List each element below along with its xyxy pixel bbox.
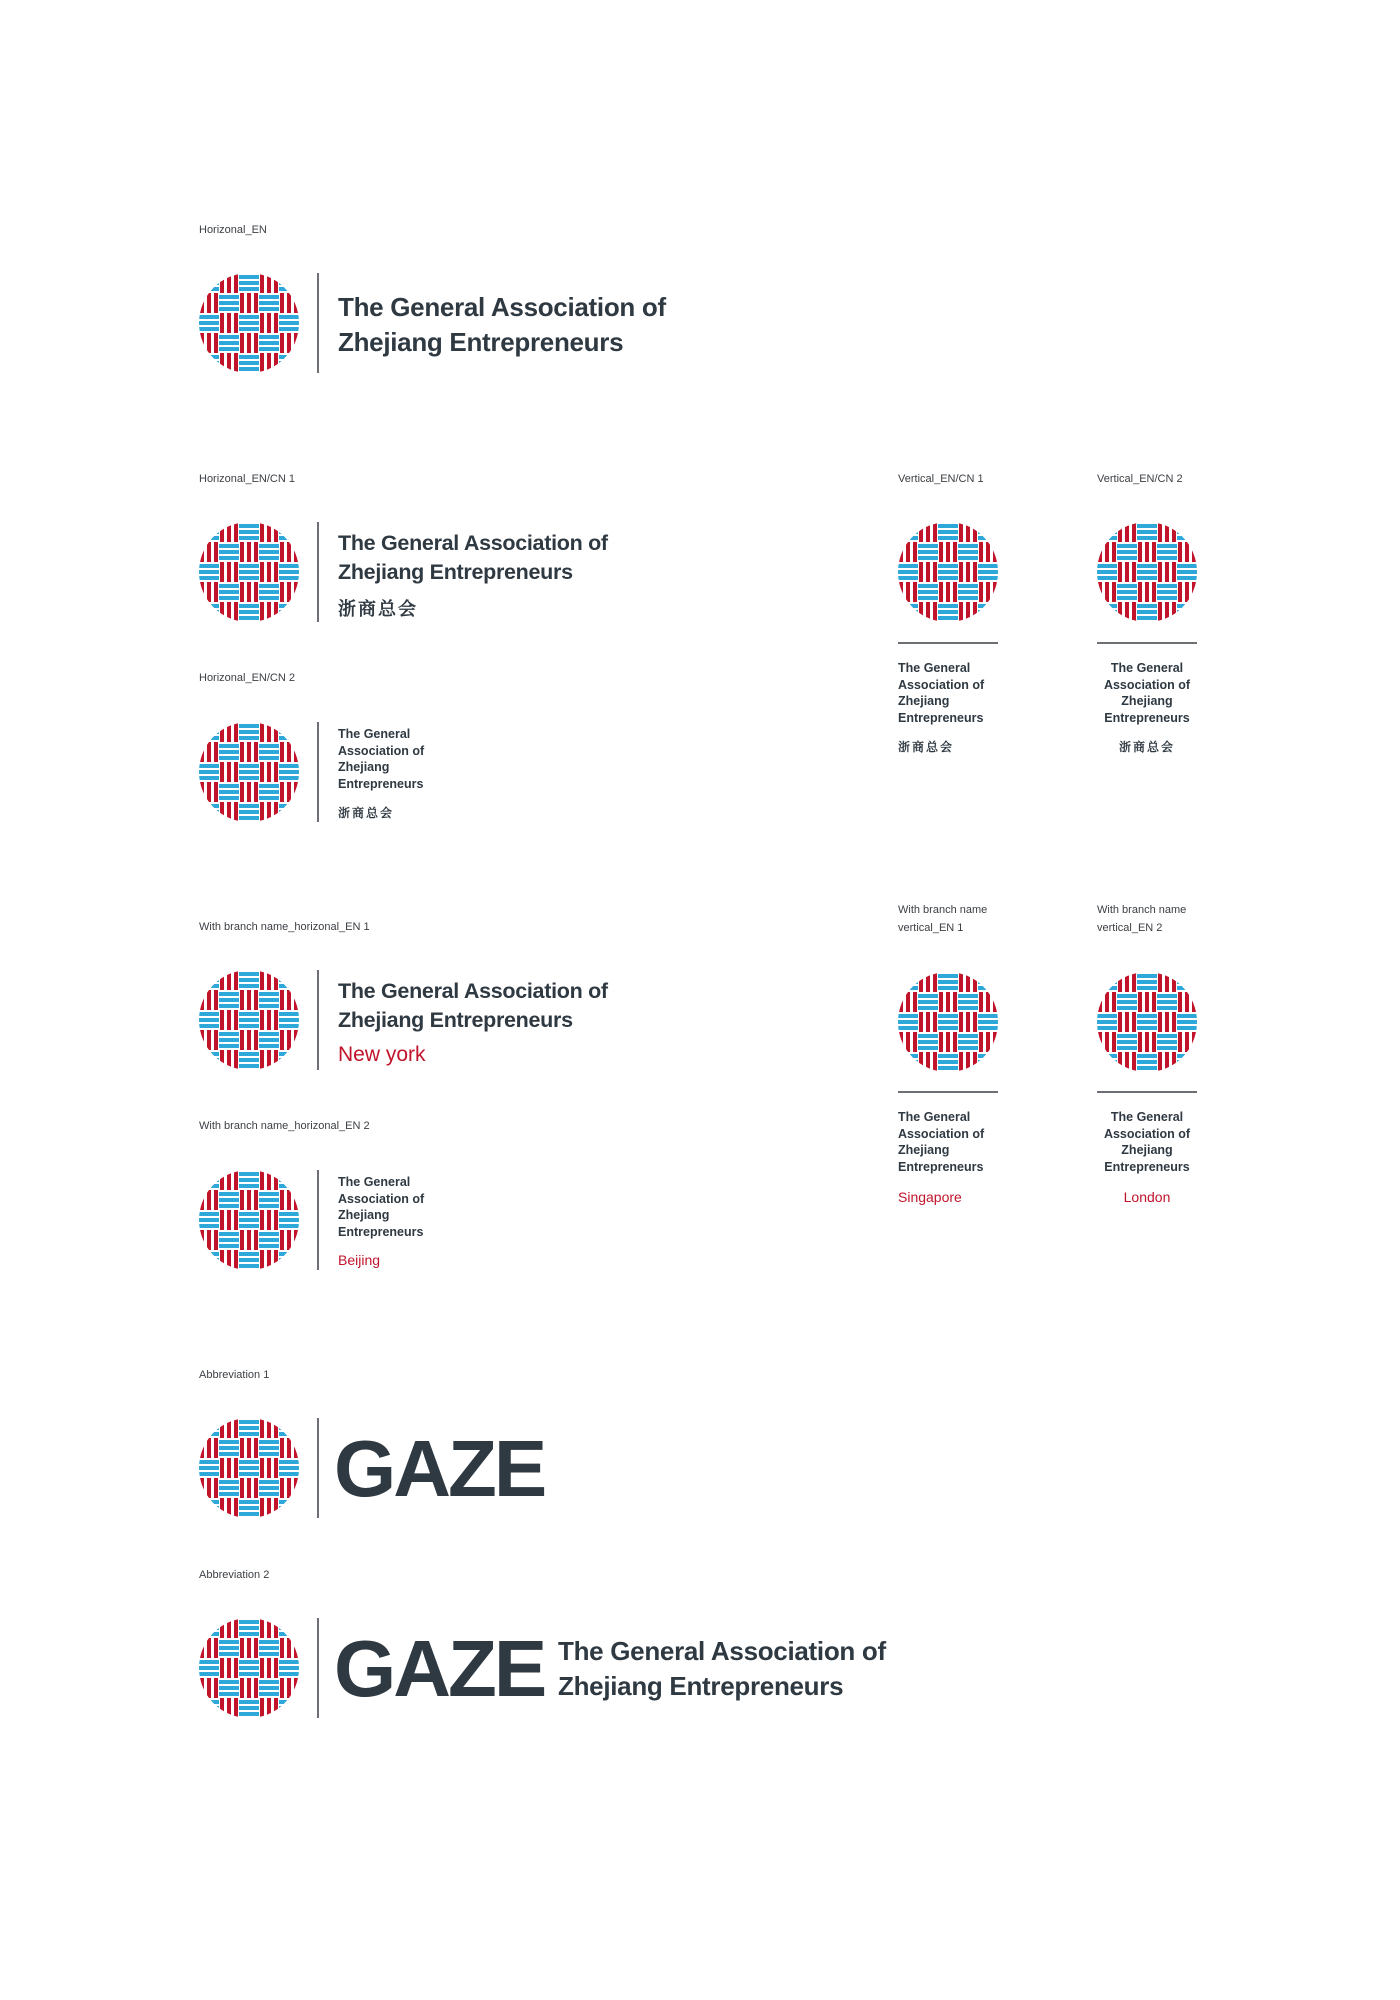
horizontal-divider xyxy=(898,642,998,644)
wordmark-line-2: Association of xyxy=(898,1126,985,1141)
caption-abbreviation-1: Abbreviation 1 xyxy=(199,1369,270,1381)
wordmark-en-stacked xyxy=(1097,660,1197,726)
woven-circle-logo-icon xyxy=(199,273,299,373)
branch-name: Beijing xyxy=(338,1252,381,1268)
wordmark-line-1: The General xyxy=(898,1110,971,1124)
branch-name: London xyxy=(1123,1189,1171,1205)
wordmark-line-4: Entrepreneurs xyxy=(1104,1159,1190,1174)
woven-circle-logo-icon xyxy=(199,522,299,622)
caption-horizontal-en: Horizonal_EN xyxy=(199,224,267,236)
wordmark-line-4: Entrepreneurs xyxy=(898,710,984,725)
wordmark-en-stacked xyxy=(1097,1109,1197,1175)
caption-branch-horizontal-en-2: With branch name_horizonal_EN 2 xyxy=(199,1120,370,1132)
horizontal-divider xyxy=(898,1091,998,1093)
wordmark-cn: 浙商总会 xyxy=(338,599,418,619)
wordmark-en-stacked xyxy=(338,1174,424,1240)
wordmark-line-1: The General xyxy=(338,727,411,741)
wordmark-line-4: Entrepreneurs xyxy=(338,1224,424,1239)
wordmark-line-3: Zhejiang xyxy=(1121,694,1173,708)
wordmark-line-2: Zhejiang Entrepreneurs xyxy=(338,560,573,584)
wordmark-line-2: Association of xyxy=(1103,1126,1191,1141)
woven-circle-logo-icon xyxy=(199,970,299,1070)
wordmark-en-stacked xyxy=(898,660,984,726)
caption-line-2: vertical_EN 1 xyxy=(898,922,964,934)
caption-abbreviation-2: Abbreviation 2 xyxy=(199,1569,270,1581)
woven-circle-logo-icon xyxy=(199,722,299,822)
wordmark-line-1: The General Association of xyxy=(338,292,666,322)
wordmark-line-4: Entrepreneurs xyxy=(1104,710,1190,725)
caption-line-2: vertical_EN 2 xyxy=(1097,922,1163,934)
wordmark-cn: 浙商总会 xyxy=(898,740,955,754)
caption-vertical-en-cn-2: Vertical_EN/CN 2 xyxy=(1097,473,1183,485)
abbreviation-wordmark: GAZE xyxy=(334,1624,545,1713)
wordmark-line-3: Zhejiang xyxy=(898,694,950,708)
wordmark-line-2: Zhejiang Entrepreneurs xyxy=(338,1008,573,1032)
wordmark-cn: 浙商总会 xyxy=(338,806,395,820)
wordmark-line-2: Zhejiang Entrepreneurs xyxy=(338,327,624,357)
vertical-divider xyxy=(317,522,319,622)
wordmark-en xyxy=(338,290,666,360)
wordmark-line-1: The General xyxy=(1110,661,1184,675)
wordmark-line-1: The General xyxy=(1110,1110,1184,1124)
woven-circle-logo-icon xyxy=(1097,972,1197,1072)
caption-branch-vertical-en-2 xyxy=(1097,901,1186,937)
wordmark-line-2: Zhejiang Entrepreneurs xyxy=(558,1671,844,1701)
wordmark-line-3: Zhejiang xyxy=(898,1143,950,1157)
wordmark-en xyxy=(558,1634,886,1704)
vertical-divider xyxy=(317,1418,319,1518)
wordmark-line-1: The General xyxy=(338,1175,411,1189)
horizontal-divider xyxy=(1097,1091,1197,1093)
caption-line-1: With branch name xyxy=(898,904,988,916)
woven-circle-logo-icon xyxy=(1097,522,1197,622)
branch-name: Singapore xyxy=(898,1189,962,1205)
wordmark-line-2: Association of xyxy=(338,1191,425,1206)
vertical-divider xyxy=(317,1170,319,1270)
woven-circle-logo-icon xyxy=(199,1618,299,1718)
abbreviation-wordmark: GAZE xyxy=(334,1424,545,1513)
caption-vertical-en-cn-1: Vertical_EN/CN 1 xyxy=(898,473,984,485)
caption-line-1: With branch name xyxy=(1097,904,1187,916)
wordmark-line-1: The General Association of xyxy=(338,979,608,1003)
wordmark-line-3: Zhejiang xyxy=(338,760,390,774)
caption-horizontal-en-cn-1: Horizonal_EN/CN 1 xyxy=(199,473,295,485)
woven-circle-logo-icon xyxy=(199,1170,299,1270)
caption-branch-vertical-en-1 xyxy=(898,901,987,937)
wordmark-line-2: Association of xyxy=(338,743,425,758)
wordmark-line-1: The General Association of xyxy=(558,1636,886,1666)
wordmark-line-2: Association of xyxy=(898,677,985,692)
horizontal-divider xyxy=(1097,642,1197,644)
caption-branch-horizontal-en-1: With branch name_horizonal_EN 1 xyxy=(199,921,370,933)
wordmark-en xyxy=(338,977,608,1035)
wordmark-line-1: The General xyxy=(898,661,971,675)
wordmark-line-4: Entrepreneurs xyxy=(338,776,424,791)
vertical-divider xyxy=(317,273,319,373)
vertical-divider xyxy=(317,970,319,1070)
branch-name: New york xyxy=(338,1043,426,1066)
wordmark-en-stacked xyxy=(898,1109,984,1175)
wordmark-cn: 浙商总会 xyxy=(1118,740,1175,754)
wordmark-line-4: Entrepreneurs xyxy=(898,1159,984,1174)
wordmark-line-2: Association of xyxy=(1103,677,1191,692)
woven-circle-logo-icon xyxy=(898,522,998,622)
woven-circle-logo-icon xyxy=(199,1418,299,1518)
vertical-divider xyxy=(317,1618,319,1718)
wordmark-line-3: Zhejiang xyxy=(338,1208,390,1222)
wordmark-line-3: Zhejiang xyxy=(1121,1143,1173,1157)
woven-circle-logo-icon xyxy=(898,972,998,1072)
wordmark-line-1: The General Association of xyxy=(338,531,608,555)
wordmark-en-stacked xyxy=(338,726,424,792)
vertical-divider xyxy=(317,722,319,822)
wordmark-en xyxy=(338,529,608,587)
caption-horizontal-en-cn-2: Horizonal_EN/CN 2 xyxy=(199,672,295,684)
